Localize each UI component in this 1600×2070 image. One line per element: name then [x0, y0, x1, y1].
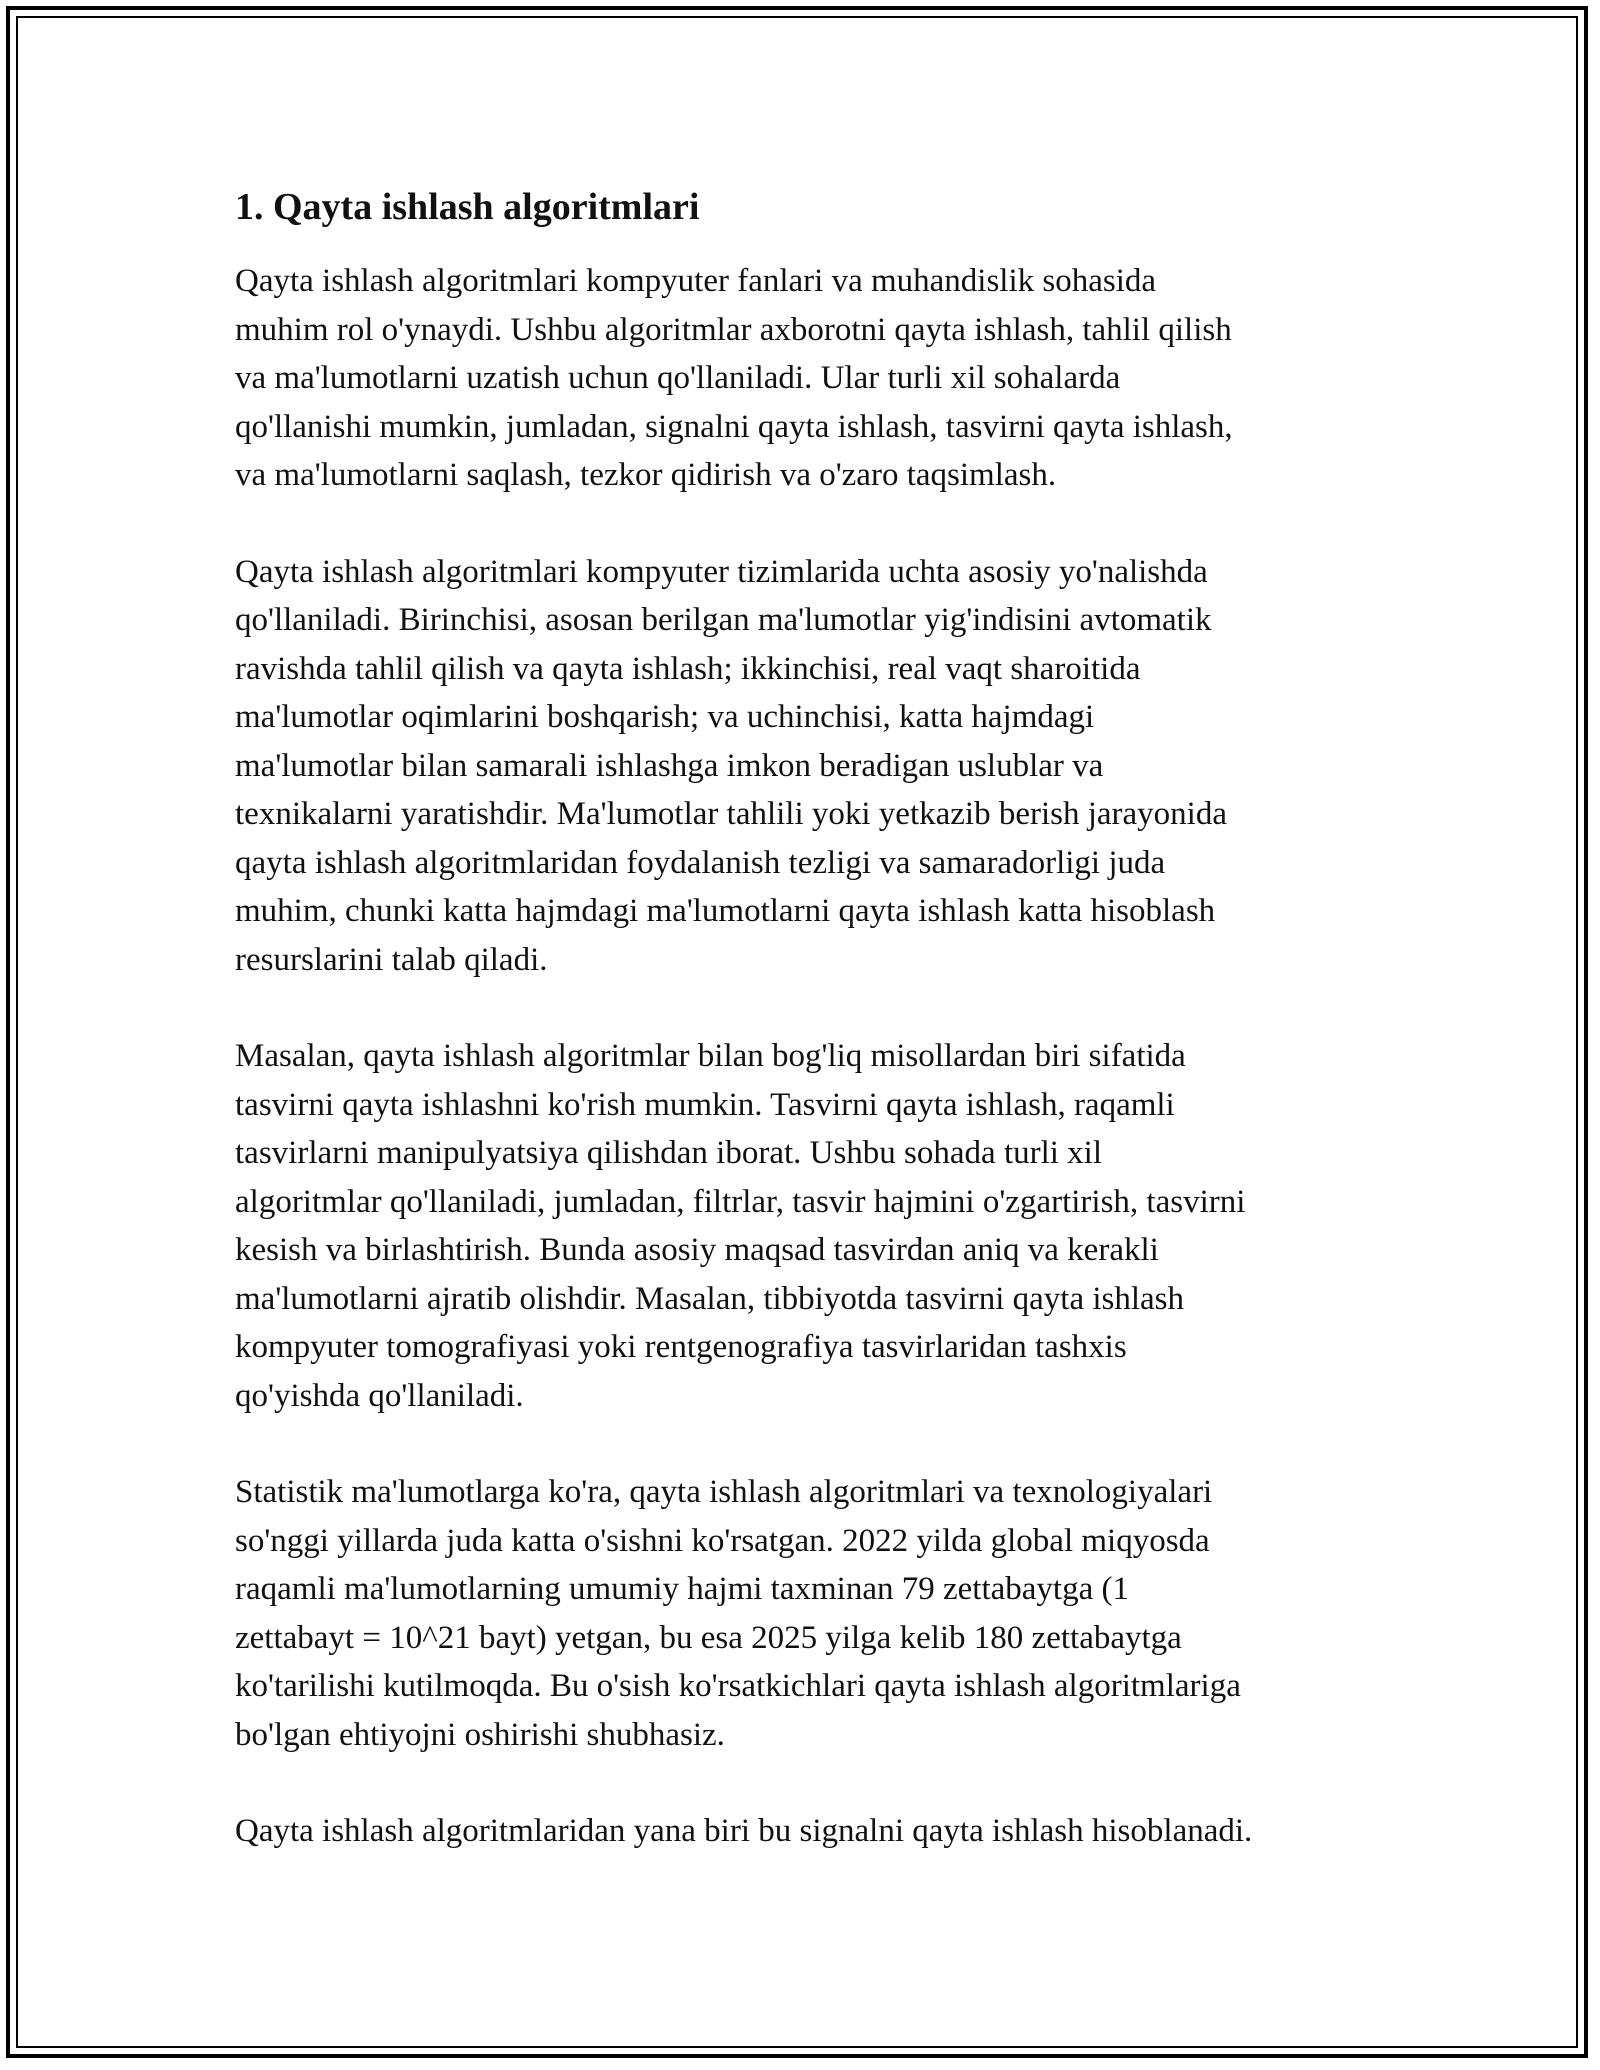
paragraph-2: Qayta ishlash algoritmlari kompyuter tizimlarida uchta asosiy yo'nalishda qo'llaniladi. Birinchisi, asosan berilgan ma'lumotlar yig'indisini avtomatik ravishda tahlil qilish va qayta ishlash; ikkinchisi, real vaqt sharoitida ma'lumotlar oqimlarini boshqarish; va uchinchisi, katta hajmdagi ma'lumotlar bilan samarali ishlashga imkon beradigan uslublar va texnikalarni yaratishdir. Ma'lumotlar tahlili yoki yetkazib berish jarayonida qayta ishlash algoritmlaridan foydalanish tezligi va samaradorligi juda muhim, chunki katta hajmdagi ma'lumotlarni qayta ishlash katta hisoblash resurslarini talab qiladi. [235, 553, 1227, 978]
document-body [235, 185, 1375, 1904]
paragraph-1: Qayta ishlash algoritmlari kompyuter fanlari va muhandislik sohasida muhim rol o'ynaydi. Ushbu algoritmlar axborotni qayta ishlash, tahlil qilish va ma'lumotlarni uzatish uchun qo'llaniladi. Ular turli xil sohalarda qo'llanishi mumkin, jumladan, signalni qayta ishlash, tasvirni qayta ishlash, va ma'lumotlarni saqlash, tezkor qidirish va o'zaro taqsimlash. [235, 263, 1233, 493]
section-heading: 1. Qayta ishlash algoritmlari [235, 186, 700, 228]
paragraph-5: Qayta ishlash algoritmlaridan yana biri bu signalni qayta ishlash hisoblanadi. [235, 1813, 1253, 1849]
paragraph-3: Masalan, qayta ishlash algoritmlar bilan bog'liq misollardan biri sifatida tasvirni qayta ishlashni ko'rish mumkin. Tasvirni qayta ishlash, raqamli tasvirlarni manipulyatsiya qilishdan iborat. Ushbu sohada turli xil algoritmlar qo'llaniladi, jumladan, filtrlar, tasvir hajmini o'zgartirish, tasvirni kesish va birlashtirish. Bunda asosiy maqsad tasvirdan aniq va kerakli ma'lumotlarni ajratib olishdir. Masalan, tibbiyotda tasvirni qayta ishlash kompyuter tomografiyasi yoki rentgenografiya tasvirlaridan tashxis qo'yishda qo'llaniladi. [235, 1038, 1246, 1414]
paragraph-4: Statistik ma'lumotlarga ko'ra, qayta ishlash algoritmlari va texnologiyalari so'nggi yillarda juda katta o'sishni ko'rsatgan. 2022 yilda global miqyosda raqamli ma'lumotlarning umumiy hajmi taxminan 79 zettabaytga (1 zettabayt = 10^21 bayt) yetgan, bu esa 2025 yilga kelib 180 zettabaytga ko'tarilishi kutilmoqda. Bu o'sish ko'rsatkichlari qayta ishlash algoritmlariga bo'lgan ehtiyojni oshirishi shubhasiz. [235, 1474, 1241, 1753]
